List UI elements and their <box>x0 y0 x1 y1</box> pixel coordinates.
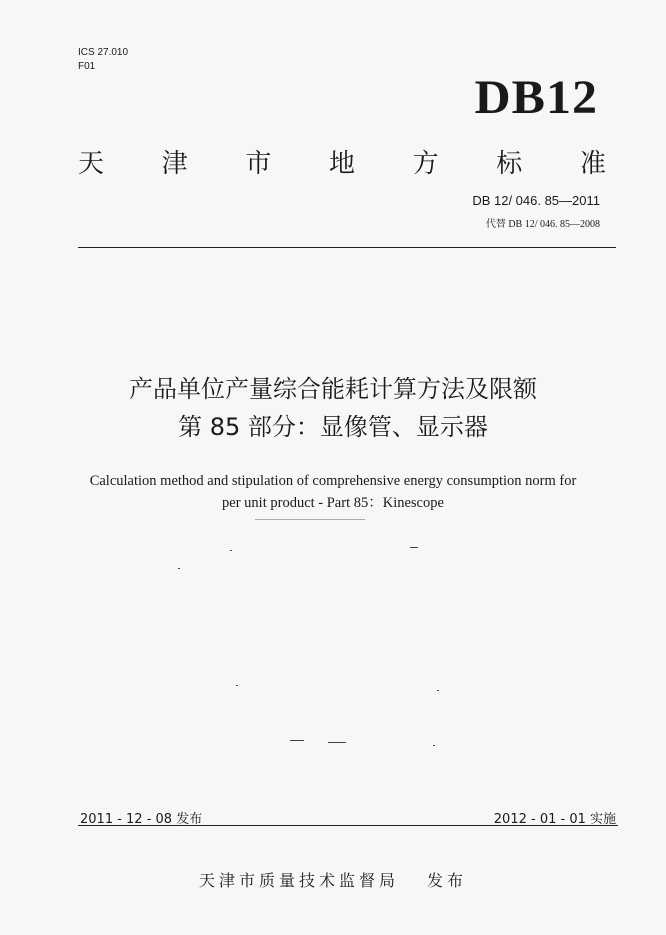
issue-date: 2011 - 12 - 08 发布 <box>80 812 203 827</box>
replaces-note: 代替 DB 12/ 046. 85—2008 <box>485 219 600 230</box>
publisher-name: 天津市质量技术监督局 <box>198 871 399 890</box>
standard-type-char: 天 <box>78 149 105 179</box>
ics-code: ICS 27.010 <box>78 47 129 58</box>
implement-date: 2012 - 01 - 01 实施 <box>493 812 616 827</box>
title-en-line2: per unit product - Part 85：Kinescope <box>222 495 444 511</box>
title-cn-line2: 第 85 部分：显像管、显示器 <box>178 413 488 441</box>
ics-block <box>78 46 128 74</box>
standard-type-char: 准 <box>579 149 606 179</box>
scan-speck <box>328 742 346 743</box>
scan-speck <box>236 685 238 686</box>
standard-code: DB 12/ 046. 85—2011 <box>472 193 600 208</box>
header-divider <box>78 247 616 248</box>
scan-speck <box>178 568 180 569</box>
scan-speck <box>290 740 304 741</box>
publisher-line <box>0 868 666 891</box>
publish-word: 发布 <box>427 871 468 890</box>
standard-type-char: 地 <box>328 149 355 179</box>
db12-logo: DB12 <box>474 70 598 124</box>
standard-type <box>78 143 606 180</box>
standard-type-char: 市 <box>245 149 272 179</box>
title-en-line1: Calculation method and stipulation of comprehensive energy consumption norm for <box>89 473 577 489</box>
date-divider <box>78 825 618 826</box>
standard-type-char: 标 <box>496 149 523 179</box>
standard-type-char: 津 <box>161 149 188 179</box>
classification-code: F01 <box>78 61 96 72</box>
scan-speck <box>437 690 439 691</box>
scan-speck <box>410 547 418 548</box>
scan-speck <box>255 519 365 520</box>
title-cn-line1: 产品单位产量综合能耗计算方法及限额 <box>129 375 537 403</box>
standard-type-char: 方 <box>412 149 439 179</box>
scan-speck <box>230 550 232 551</box>
scan-speck <box>433 745 435 746</box>
